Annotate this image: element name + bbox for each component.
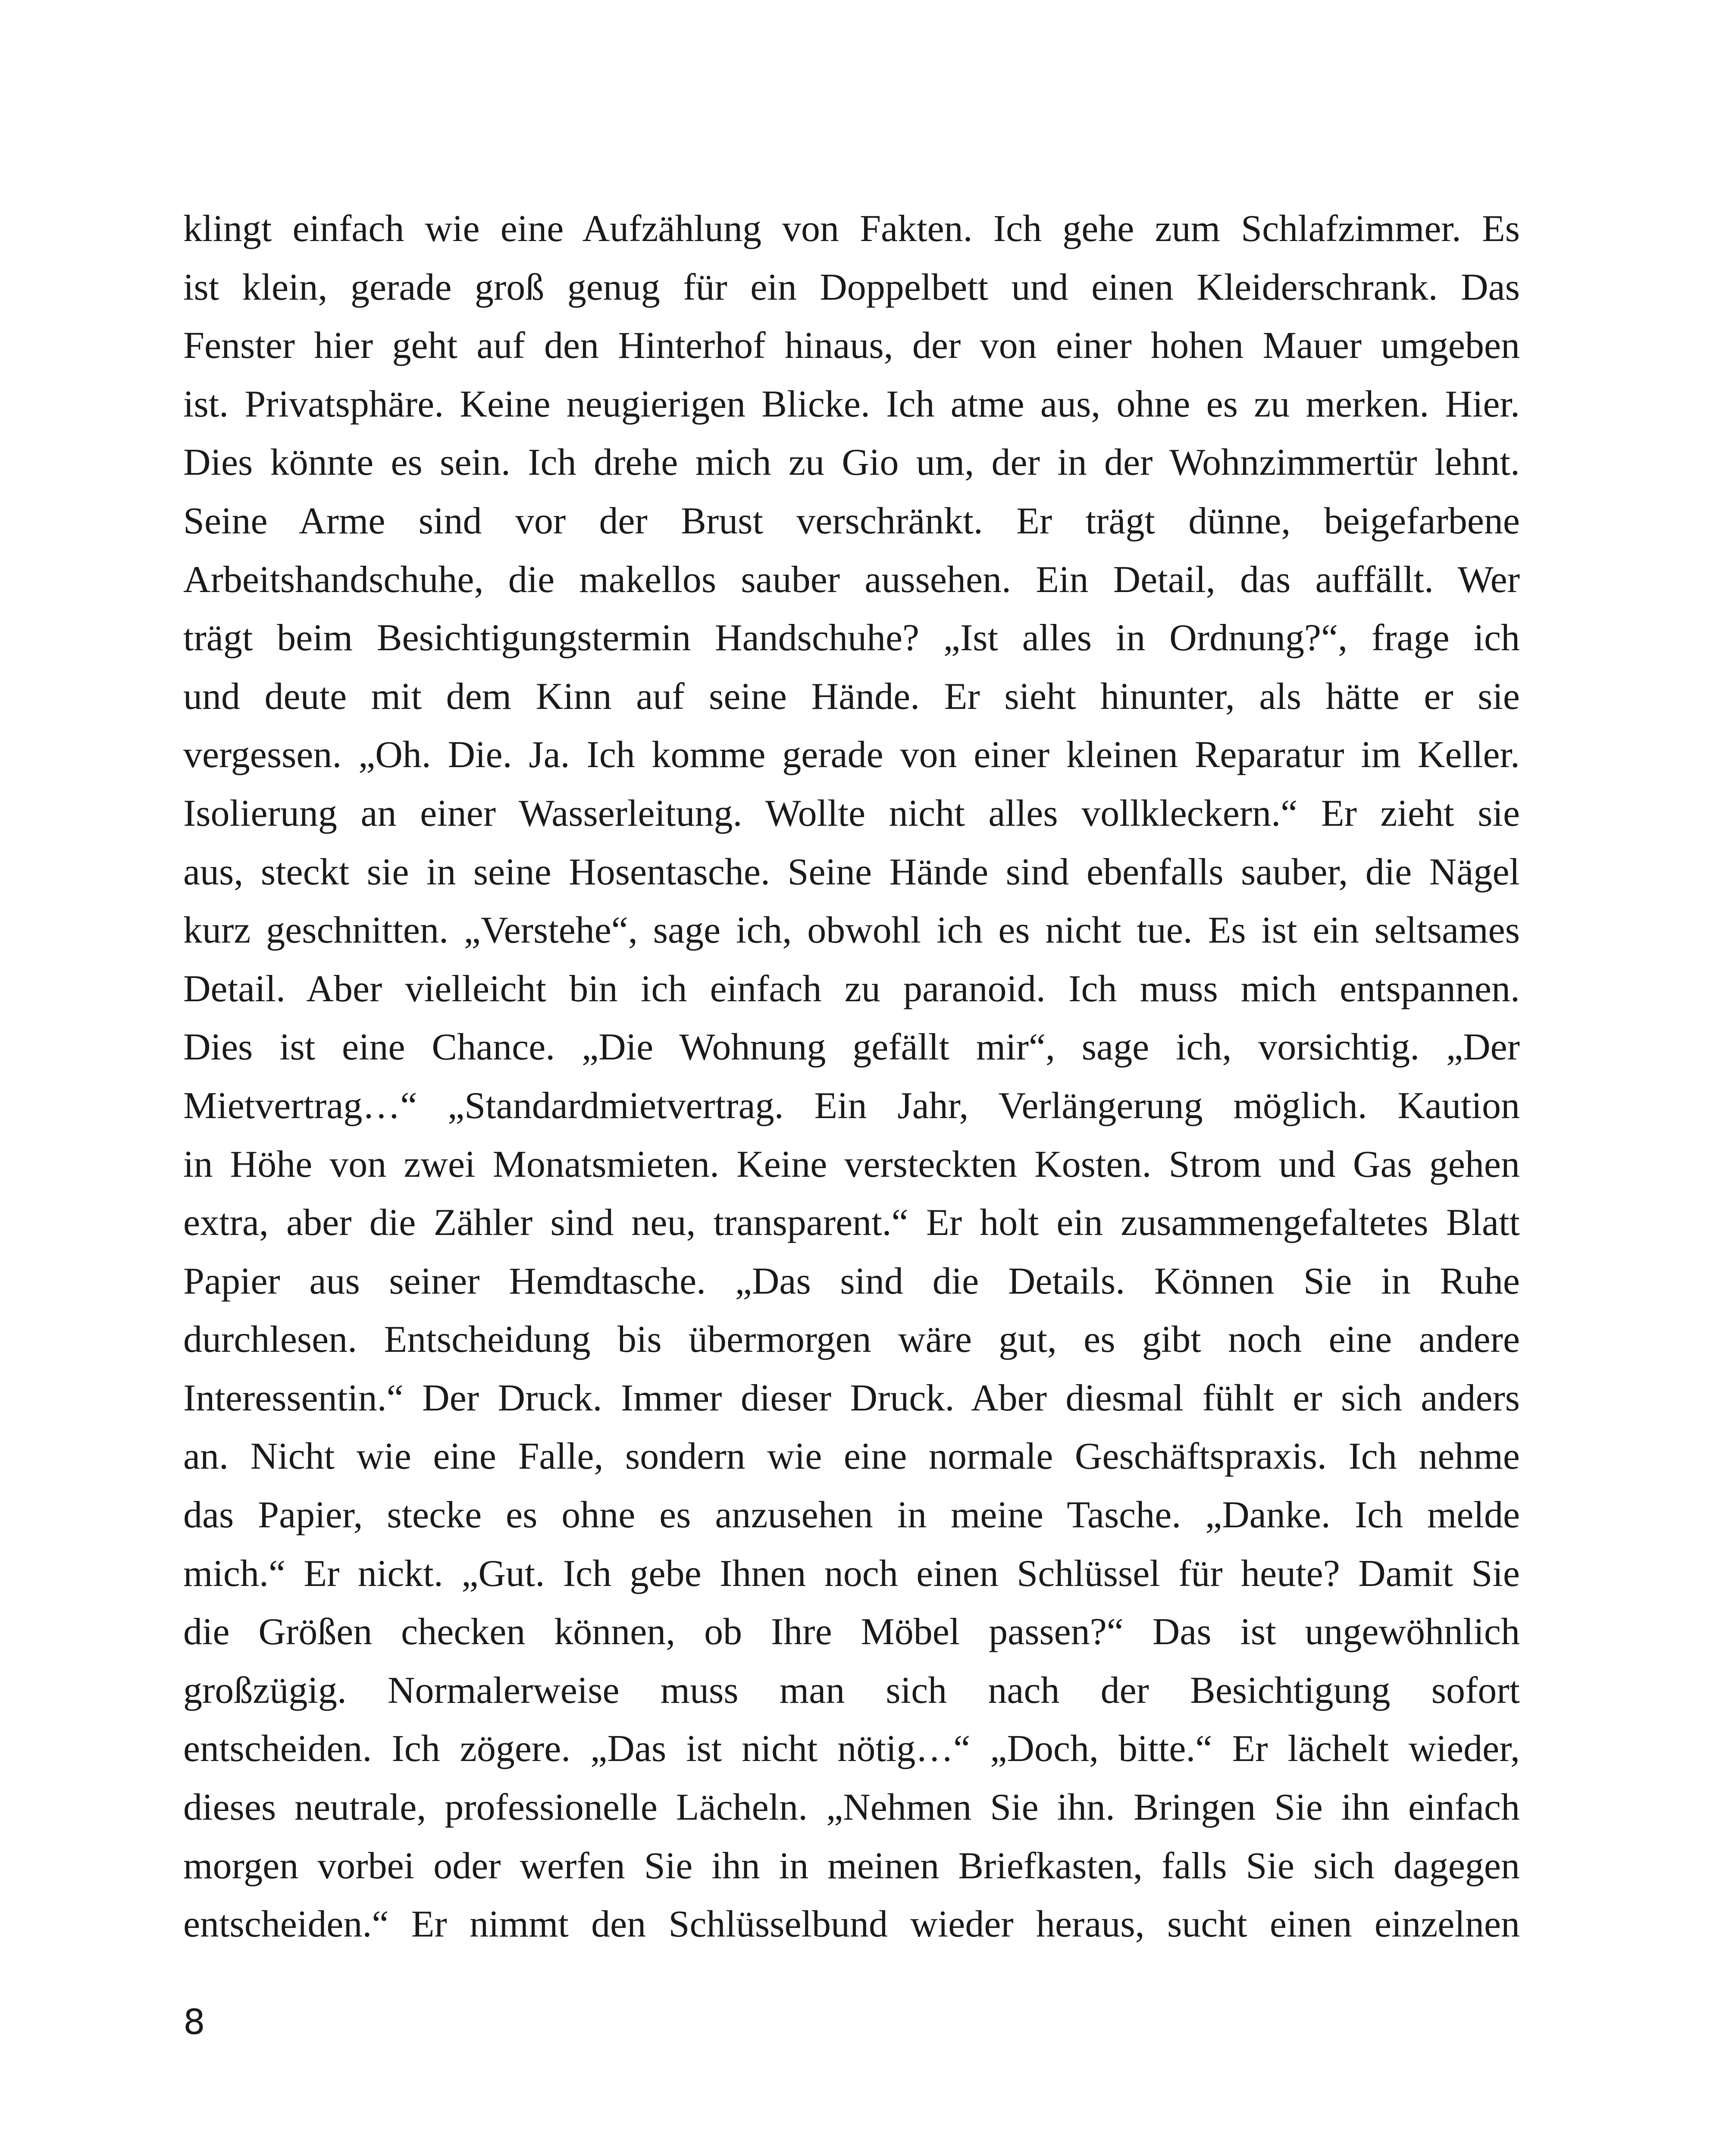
text-line: großzügig. Normalerweise muss man sich nach der Besichtigung sofort (183, 1669, 1520, 1711)
text-line: dieses neutrale, professionelle Lächeln. „Nehmen Sie ihn. Bringen Sie ihn einfach (183, 1786, 1520, 1829)
text-line: vergessen. „Oh. Die. Ja. Ich komme gerade von einer kleinen Reparatur im Keller. (183, 734, 1520, 776)
text-line: klingt einfach wie eine Aufzählung von Fakten. Ich gehe zum Schlafzimmer. Es (183, 208, 1520, 250)
text-line: ist. Privatsphäre. Keine neugierigen Blicke. Ich atme aus, ohne es zu merken. Hier. (183, 383, 1520, 425)
text-line: das Papier, stecke es ohne es anzusehen in meine Tasche. „Danke. Ich melde (183, 1494, 1520, 1536)
text-line: Isolierung an einer Wasserleitung. Wollte nicht alles vollkleckern.“ Er zieht sie (183, 792, 1520, 834)
text-line: Dies könnte es sein. Ich drehe mich zu Gio um, der in der Wohnzimmertür lehnt. (183, 442, 1520, 484)
text-line: entscheiden.“ Er nimmt den Schlüsselbund wieder heraus, sucht einen einzelnen (183, 1903, 1520, 1946)
text-line: Fenster hier geht auf den Hinterhof hinaus, der von einer hohen Mauer umgeben (183, 325, 1520, 367)
body-text (183, 200, 1520, 1954)
text-line: mich.“ Er nickt. „Gut. Ich gebe Ihnen noch einen Schlüssel für heute? Damit Sie (183, 1552, 1520, 1595)
text-line: Arbeitshandschuhe, die makellos sauber aussehen. Ein Detail, das auffällt. Wer (183, 558, 1520, 601)
text-line: trägt beim Besichtigungstermin Handschuhe? „Ist alles in Ordnung?“, frage ich (183, 617, 1520, 659)
text-line: kurz geschnitten. „Verstehe“, sage ich, obwohl ich es nicht tue. Es ist ein seltsames (183, 909, 1520, 952)
text-line: Papier aus seiner Hemdtasche. „Das sind die Details. Können Sie in Ruhe (183, 1260, 1520, 1302)
text-line: Detail. Aber vielleicht bin ich einfach zu paranoid. Ich muss mich entspannen. (183, 968, 1520, 1010)
text-line: Mietvertrag…“ „Standardmietvertrag. Ein Jahr, Verlängerung möglich. Kaution (183, 1084, 1520, 1127)
text-line: entscheiden. Ich zögere. „Das ist nicht nötig…“ „Doch, bitte.“ Er lächelt wieder, (183, 1728, 1520, 1770)
text-line: ist klein, gerade groß genug für ein Doppelbett und einen Kleiderschrank. Das (183, 266, 1520, 308)
text-line: Interessentin.“ Der Druck. Immer dieser Druck. Aber diesmal fühlt er sich anders (183, 1377, 1520, 1419)
text-line: durchlesen. Entscheidung bis übermorgen wäre gut, es gibt noch eine andere (183, 1319, 1520, 1361)
text-line: die Größen checken können, ob Ihre Möbel passen?“ Das ist ungewöhnlich (183, 1611, 1520, 1653)
text-line: aus, steckt sie in seine Hosentasche. Seine Hände sind ebenfalls sauber, die Nägel (183, 851, 1520, 893)
text-line: morgen vorbei oder werfen Sie ihn in meinen Briefkasten, falls Sie sich dagegen (183, 1845, 1520, 1887)
text-line: und deute mit dem Kinn auf seine Hände. Er sieht hinunter, als hätte er sie (183, 675, 1520, 718)
text-line: in Höhe von zwei Monatsmieten. Keine versteckten Kosten. Strom und Gas gehen (183, 1143, 1520, 1185)
text-line: Seine Arme sind vor der Brust verschränkt. Er trägt dünne, beigefarbene (183, 500, 1520, 542)
page-number: 8 (183, 2002, 205, 2042)
text-line: Dies ist eine Chance. „Die Wohnung gefällt mir“, sage ich, vorsichtig. „Der (183, 1026, 1520, 1069)
text-line: an. Nicht wie eine Falle, sondern wie eine normale Geschäftspraxis. Ich nehme (183, 1435, 1520, 1478)
text-line: extra, aber die Zähler sind neu, transparent.“ Er holt ein zusammengefaltetes Blatt (183, 1202, 1520, 1244)
